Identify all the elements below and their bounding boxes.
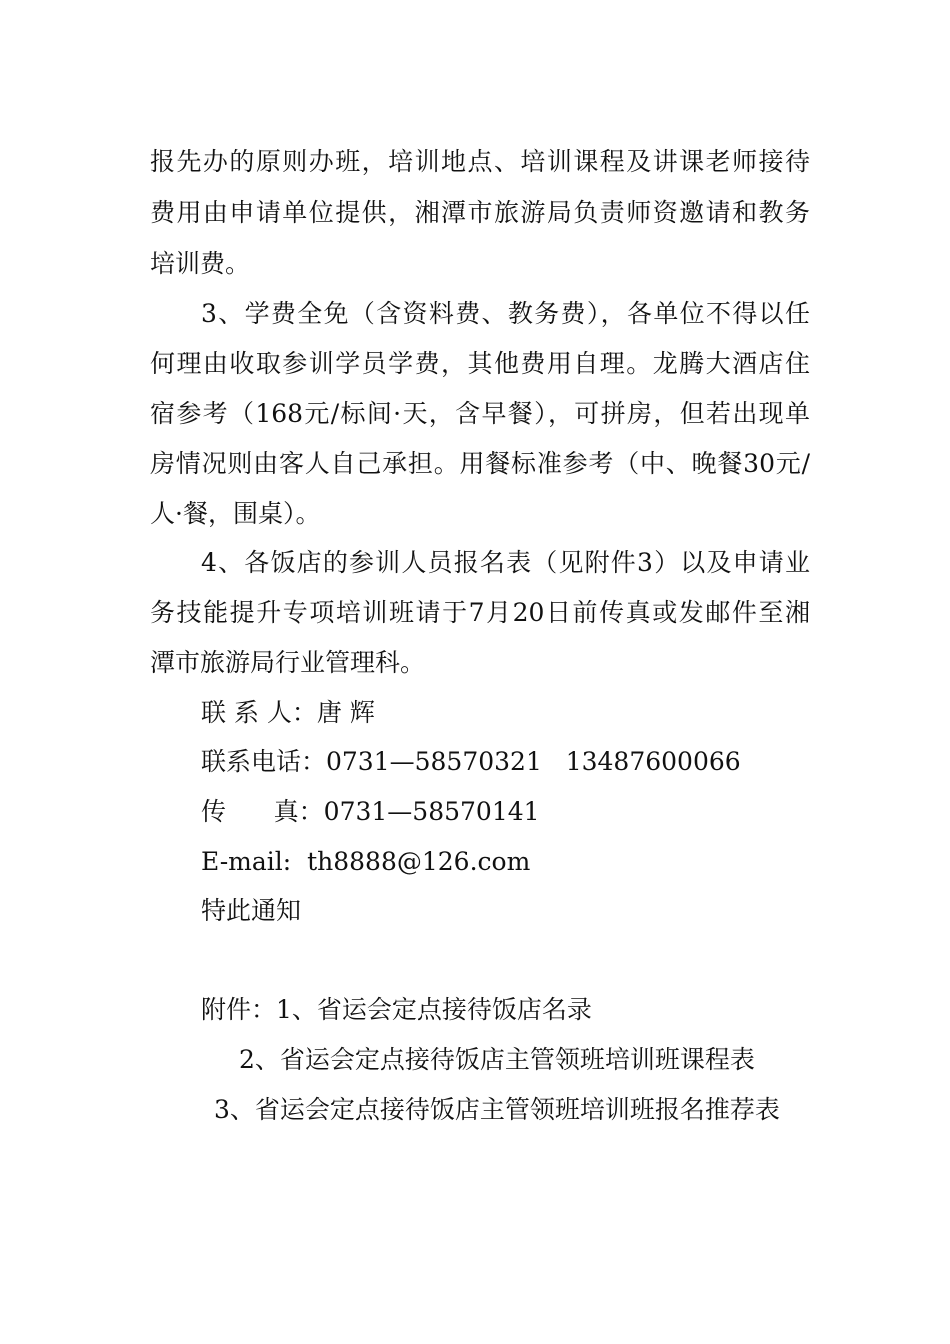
attachment-item-2: 2、省运会定点接待饭店主管领班培训班课程表 (239, 1045, 755, 1074)
paragraph-2-line-5: 人·餐，围桌）。 (150, 499, 321, 528)
paragraph-1-line-3: 培训费。 (150, 249, 251, 278)
attachment-item-3: 3、省运会定点接待饭店主管领班培训班报名推荐表 (214, 1095, 780, 1124)
paragraph-2-line-3: 宿参考（168元/标间·天，含早餐），可拼房，但若出现单 (150, 399, 810, 428)
contact-phone: 联系电话：0731—58570321 13487600066 (201, 747, 741, 776)
paragraph-1-line-2: 费用由申请单位提供，湘潭市旅游局负责师资邀请和教务 (150, 198, 810, 227)
paragraph-3-line-3: 潭市旅游局行业管理科。 (150, 648, 426, 677)
paragraph-3-line-1: 4、各饭店的参训人员报名表（见附件3）以及申请业 (201, 548, 810, 577)
attachment-item-1: 附件：1、省运会定点接待饭店名录 (201, 995, 592, 1024)
paragraph-2-line-4: 房情况则由客人自己承担。用餐标准参考（中、晚餐30元/ (150, 449, 810, 478)
paragraph-2-line-2: 何理由收取参训学员学费，其他费用自理。龙腾大酒店住 (150, 349, 810, 378)
closing-notice: 特此通知 (201, 896, 302, 925)
contact-person: 联 系 人：唐 辉 (201, 698, 375, 727)
paragraph-2-line-1: 3、学费全免（含资料费、教务费），各单位不得以任 (201, 299, 810, 328)
paragraph-1-line-1: 报先办的原则办班，培训地点、培训课程及讲课老师接待 (150, 147, 810, 176)
contact-email: E-mail: th8888@126.com (201, 847, 531, 876)
contact-fax: 传 真：0731—58570141 (201, 797, 540, 826)
paragraph-3-line-2: 务技能提升专项培训班请于7月20日前传真或发邮件至湘 (150, 598, 810, 627)
